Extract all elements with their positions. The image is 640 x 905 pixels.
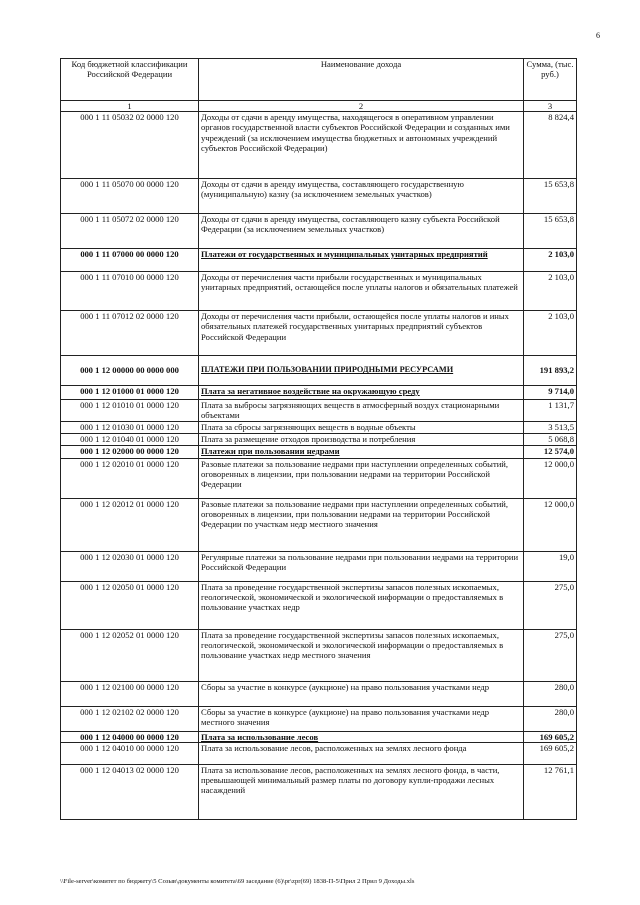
- row-amount: 2 103,0: [524, 249, 577, 272]
- row-name: Доходы от сдачи в аренду имущества, находящегося в оперативном управлении органов государственной власти субъектов Российской Федерации и созданных ими учреждений (за исключением имущества бюджетных и автономных учреждений субъектов Российской Федерации): [199, 112, 524, 179]
- row-amount: 280,0: [524, 706, 577, 731]
- row-name: Доходы от сдачи в аренду имущества, составляющего государственную (муниципальную) казну (за исключением земельных участков): [199, 179, 524, 214]
- row-name: Плата за проведение государственной экспертизы запасов полезных ископаемых, геологической, экономической и экологической информации о предоставляемых в пользование участках недр: [199, 581, 524, 629]
- row-name: Плата за использование лесов, расположенных на землях лесного фонда: [199, 742, 524, 764]
- row-amount: 12 000,0: [524, 458, 577, 498]
- row-code: 000 1 12 01030 01 0000 120: [61, 421, 199, 433]
- table-row: [61, 179, 577, 214]
- row-code: 000 1 12 01000 01 0000 120: [61, 386, 199, 400]
- row-amount: 169 605,2: [524, 731, 577, 742]
- row-name: Плата за использование лесов: [199, 731, 524, 742]
- row-name: Доходы от перечисления части прибыли, остающейся после уплаты налогов и иных обязательных платежей государственных унитарных предприятий субъектов Российской Федерации: [199, 311, 524, 356]
- row-name: Разовые платежи за пользование недрами при наступлении определенных событий, оговоренных в лицензии, при пользовании недрами на территории Российской Федерации по участкам недр местного значения: [199, 498, 524, 551]
- table-row: [61, 421, 577, 433]
- row-code: 000 1 12 02010 01 0000 120: [61, 458, 199, 498]
- row-amount: 12 761,1: [524, 764, 577, 819]
- table-row: [61, 742, 577, 764]
- table-row: [61, 764, 577, 819]
- table-row: [61, 445, 577, 458]
- row-name: Плата за сбросы загрязняющих веществ в водные объекты: [199, 421, 524, 433]
- row-code: 000 1 12 02012 01 0000 120: [61, 498, 199, 551]
- row-code: 000 1 12 02000 00 0000 120: [61, 445, 199, 458]
- row-code: 000 1 12 04010 00 0000 120: [61, 742, 199, 764]
- row-name: ПЛАТЕЖИ ПРИ ПОЛЬЗОВАНИИ ПРИРОДНЫМИ РЕСУРСАМИ: [199, 356, 524, 386]
- row-code: 000 1 11 05070 00 0000 120: [61, 179, 199, 214]
- table-row: [61, 706, 577, 731]
- row-name: Плата за проведение государственной экспертизы запасов полезных ископаемых, геологической, экономической и экологической информации о предоставляемых в пользование участках недр местного значения: [199, 629, 524, 681]
- table-row: [61, 249, 577, 272]
- row-name: Плата за размещение отходов производства и потребления: [199, 433, 524, 445]
- table-row: [61, 356, 577, 386]
- row-amount: 8 824,4: [524, 112, 577, 179]
- row-amount: 280,0: [524, 681, 577, 706]
- row-code: 000 1 11 05032 02 0000 120: [61, 112, 199, 179]
- row-name: Платежи при пользовании недрами: [199, 445, 524, 458]
- table-row: [61, 458, 577, 498]
- row-name: Доходы от перечисления части прибыли государственных и муниципальных унитарных предприятий, остающейся после уплаты налогов и обязательных платежей: [199, 272, 524, 311]
- table-row: [61, 629, 577, 681]
- table-row: [61, 112, 577, 179]
- row-code: 000 1 12 02100 00 0000 120: [61, 681, 199, 706]
- revenue-table: [60, 58, 577, 820]
- row-amount: 9 714,0: [524, 386, 577, 400]
- row-code: 000 1 12 01040 01 0000 120: [61, 433, 199, 445]
- table-row: [61, 311, 577, 356]
- row-name: Сборы за участие в конкурсе (аукционе) на право пользования участками недр местного значения: [199, 706, 524, 731]
- column-number: 3: [524, 101, 577, 112]
- row-amount: 1 131,7: [524, 400, 577, 422]
- table-row: [61, 731, 577, 742]
- table-row: [61, 681, 577, 706]
- table-row: [61, 214, 577, 249]
- row-name: Сборы за участие в конкурсе (аукционе) на право пользования участками недр: [199, 681, 524, 706]
- row-amount: 3 513,5: [524, 421, 577, 433]
- table-row: [61, 551, 577, 581]
- row-amount: 5 068,8: [524, 433, 577, 445]
- row-amount: 15 653,8: [524, 179, 577, 214]
- row-name: Доходы от сдачи в аренду имущества, составляющего казну субъекта Российской Федерации (за исключением земельных участков): [199, 214, 524, 249]
- row-amount: 169 605,2: [524, 742, 577, 764]
- column-number: 2: [199, 101, 524, 112]
- row-code: 000 1 11 05072 02 0000 120: [61, 214, 199, 249]
- row-code: 000 1 12 01010 01 0000 120: [61, 400, 199, 422]
- row-code: 000 1 12 02030 01 0000 120: [61, 551, 199, 581]
- row-amount: 12 000,0: [524, 498, 577, 551]
- column-number: 1: [61, 101, 199, 112]
- row-amount: 191 893,2: [524, 356, 577, 386]
- header-amount: Сумма, (тыс. руб.): [524, 59, 577, 101]
- row-code: 000 1 12 02050 01 0000 120: [61, 581, 199, 629]
- row-amount: 19,0: [524, 551, 577, 581]
- row-code: 000 1 12 00000 00 0000 000: [61, 356, 199, 386]
- table-row: [61, 272, 577, 311]
- row-code: 000 1 11 07012 02 0000 120: [61, 311, 199, 356]
- row-amount: 275,0: [524, 629, 577, 681]
- file-path-footer: \\File-server\комитет по бюджету\5 Созыв\документы комитета\69 заседание (6)\pr\zpr(69) 1838-П-5\Прил 2 Прил 9 Доходы.xls: [60, 878, 415, 885]
- row-amount: 275,0: [524, 581, 577, 629]
- table-row: [61, 386, 577, 400]
- row-amount: 15 653,8: [524, 214, 577, 249]
- row-code: 000 1 12 04000 00 0000 120: [61, 731, 199, 742]
- table-row: [61, 581, 577, 629]
- row-name: Плата за выбросы загрязняющих веществ в атмосферный воздух стационарными объектами: [199, 400, 524, 422]
- row-name: Плата за негативное воздействие на окружающую среду: [199, 386, 524, 400]
- row-name: Платежи от государственных и муниципальных унитарных предприятий: [199, 249, 524, 272]
- row-amount: 2 103,0: [524, 311, 577, 356]
- row-code: 000 1 12 02102 02 0000 120: [61, 706, 199, 731]
- row-code: 000 1 12 04013 02 0000 120: [61, 764, 199, 819]
- row-code: 000 1 12 02052 01 0000 120: [61, 629, 199, 681]
- page-number: 6: [596, 31, 600, 40]
- table-row: [61, 400, 577, 422]
- table-row: [61, 433, 577, 445]
- header-name: Наименование дохода: [199, 59, 524, 101]
- row-amount: 12 574,0: [524, 445, 577, 458]
- row-name: Регулярные платежи за пользование недрами при пользовании недрами на территории Российской Федерации: [199, 551, 524, 581]
- row-name: Плата за использование лесов, расположенных на землях лесного фонда, в части, превышающей минимальный размер платы по договору купли-продажи лесных насаждений: [199, 764, 524, 819]
- table-row: [61, 498, 577, 551]
- row-name: Разовые платежи за пользование недрами при наступлении определенных событий, оговоренных в лицензии, при пользовании недрами на территории Российской Федерации: [199, 458, 524, 498]
- row-amount: 2 103,0: [524, 272, 577, 311]
- row-code: 000 1 11 07000 00 0000 120: [61, 249, 199, 272]
- row-code: 000 1 11 07010 00 0000 120: [61, 272, 199, 311]
- header-code: Код бюджетной классификации Российской Федерации: [61, 59, 199, 101]
